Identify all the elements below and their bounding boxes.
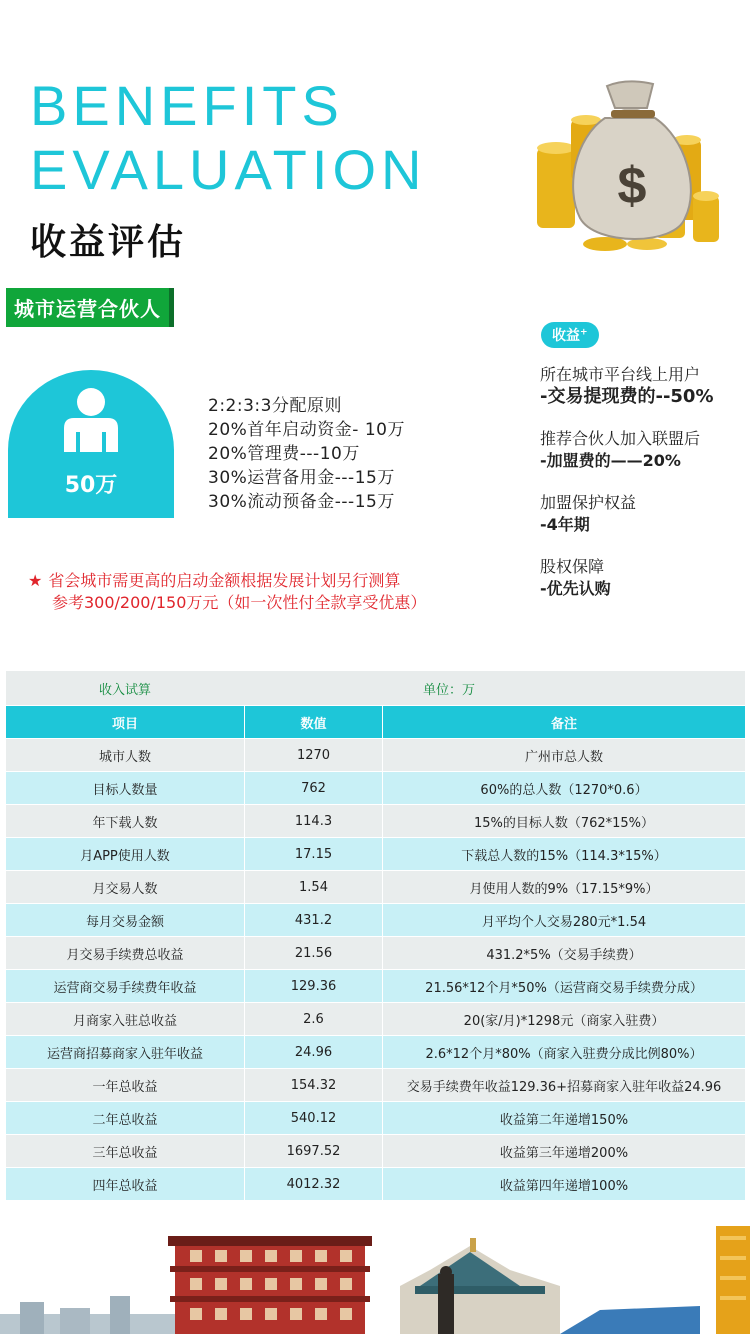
remark-cell: 下载总人数的15%（114.3*15%） (461, 848, 667, 864)
item-cell: 二年总收益 (6, 1102, 245, 1134)
table-row (6, 838, 745, 871)
benefit-item (540, 364, 745, 408)
value-cell: 17.15 (245, 838, 383, 870)
table-row (6, 1102, 745, 1135)
remark-cell: 月使用人数的9%（17.15*9%） (469, 881, 659, 897)
value-cell: 4012.32 (245, 1168, 383, 1200)
distribution-list (208, 394, 405, 514)
table-row (6, 739, 745, 772)
note-line-2: 参考300/200/150万元（如一次性付全款享受优惠） (52, 593, 427, 612)
value-cell: 114.3 (245, 805, 383, 837)
item-cell: 四年总收益 (6, 1168, 245, 1200)
investment-amount: 50万 (64, 473, 118, 498)
benefits-pill-label: 收益 (552, 328, 580, 344)
table-row (6, 904, 745, 937)
item-cell: 月APP使用人数 (6, 838, 245, 870)
benefit-item (540, 428, 745, 472)
distribution-item: 20%首年启动资金- 10万 (208, 420, 405, 440)
table-row (6, 871, 745, 904)
table-row (6, 1036, 745, 1069)
remark-cell: 收益第四年递增100% (499, 1178, 629, 1194)
table-caption-row (6, 671, 745, 706)
benefit-title: 所在城市平台线上用户 (540, 365, 701, 384)
remark-cell: 2.6*12个月*80%（商家入驻费分成比例80%） (425, 1046, 703, 1062)
item-cell: 目标人数量 (6, 772, 245, 804)
item-cell: 年下载人数 (6, 805, 245, 837)
benefits-list (540, 364, 745, 620)
column-header: 数值 (245, 706, 383, 738)
value-cell: 24.96 (245, 1036, 383, 1068)
item-cell: 城市人数 (6, 739, 245, 771)
remark-cell: 交易手续费年收益129.36+招募商家入驻年收益24.96 (406, 1079, 722, 1095)
value-cell: 129.36 (245, 970, 383, 1002)
table-row (6, 1168, 745, 1201)
value-cell: 2.6 (245, 1003, 383, 1035)
column-header: 备注 (550, 716, 577, 732)
item-cell: 一年总收益 (6, 1069, 245, 1101)
page-title: 收益评估 (30, 222, 187, 263)
note-line-1: 省会城市需更高的启动金额根据发展计划另行测算 (48, 571, 401, 590)
table-row (6, 970, 745, 1003)
item-cell: 运营商招募商家入驻年收益 (6, 1036, 245, 1068)
partner-badge: 城市运营合伙人 (6, 288, 174, 327)
remark-cell: 20(家/月)*1298元（商家入驻费） (463, 1013, 665, 1029)
remark-cell: 60%的总人数（1270*0.6） (480, 782, 648, 798)
headline-line-1: BENEFITS (30, 74, 344, 137)
benefit-detail: -加盟费的——20% (540, 451, 681, 470)
value-cell: 431.2 (245, 904, 383, 936)
remark-cell: 广州市总人数 (524, 749, 603, 765)
item-cell: 月商家入驻总收益 (6, 1003, 245, 1035)
city-skyline-image (0, 1226, 750, 1334)
distribution-item: 2:2:3:3分配原则 (208, 396, 342, 416)
table-body (6, 739, 745, 1201)
value-cell: 1697.52 (245, 1135, 383, 1167)
item-cell: 运营商交易手续费年收益 (6, 970, 245, 1002)
headline-line-2: EVALUATION (30, 138, 427, 201)
table-row (6, 772, 745, 805)
benefit-detail: -优先认购 (540, 579, 611, 598)
distribution-item: 30%流动预备金---15万 (208, 492, 395, 512)
headline (30, 74, 426, 202)
value-cell: 762 (245, 772, 383, 804)
remark-cell: 21.56*12个月*50%（运营商交易手续费分成） (425, 980, 703, 996)
table-unit: 单位：万 (422, 682, 475, 698)
value-cell: 21.56 (245, 937, 383, 969)
benefits-pill-plus: + (580, 327, 588, 338)
star-icon: ★ (28, 571, 43, 590)
item-cell: 月交易手续费总收益 (6, 937, 245, 969)
remark-cell: 431.2*5%（交易手续费） (486, 947, 642, 963)
benefit-item (540, 492, 745, 536)
table-row (6, 1069, 745, 1102)
distribution-item: 30%运营备用金---15万 (208, 468, 395, 488)
item-cell: 月交易人数 (6, 871, 245, 903)
remark-cell: 收益第二年递增150% (499, 1112, 629, 1128)
table-header-row (6, 706, 745, 739)
table-row (6, 937, 745, 970)
benefit-detail: -交易提现费的--50% (540, 386, 714, 407)
income-table (6, 671, 745, 1201)
dollar-sign-icon: $ (617, 157, 647, 215)
benefit-title: 股权保障 (540, 557, 605, 576)
table-caption: 收入试算 (98, 682, 151, 698)
distribution-item: 20%管理费---10万 (208, 444, 360, 464)
capital-note (28, 570, 426, 614)
column-header: 项目 (6, 706, 245, 738)
value-cell: 1.54 (245, 871, 383, 903)
table-caption-spacer (517, 671, 745, 705)
item-cell: 每月交易金额 (6, 904, 245, 936)
remark-cell: 月平均个人交易280元*1.54 (481, 914, 647, 930)
benefit-title: 加盟保护权益 (540, 493, 637, 512)
money-bag-icon (535, 78, 735, 258)
benefits-pill (541, 322, 599, 348)
benefit-title: 推荐合伙人加入联盟后 (540, 429, 701, 448)
remark-cell: 15%的目标人数（762*15%） (473, 815, 655, 831)
table-row (6, 805, 745, 838)
value-cell: 154.32 (245, 1069, 383, 1101)
table-caption-spacer (244, 671, 381, 705)
table-row (6, 1003, 745, 1036)
table-row (6, 1135, 745, 1168)
benefit-detail: -4年期 (540, 515, 590, 534)
value-cell: 1270 (245, 739, 383, 771)
benefit-item (540, 556, 745, 600)
remark-cell: 收益第三年递增200% (499, 1145, 629, 1161)
value-cell: 540.12 (245, 1102, 383, 1134)
person-icon (60, 386, 122, 454)
item-cell: 三年总收益 (6, 1135, 245, 1167)
